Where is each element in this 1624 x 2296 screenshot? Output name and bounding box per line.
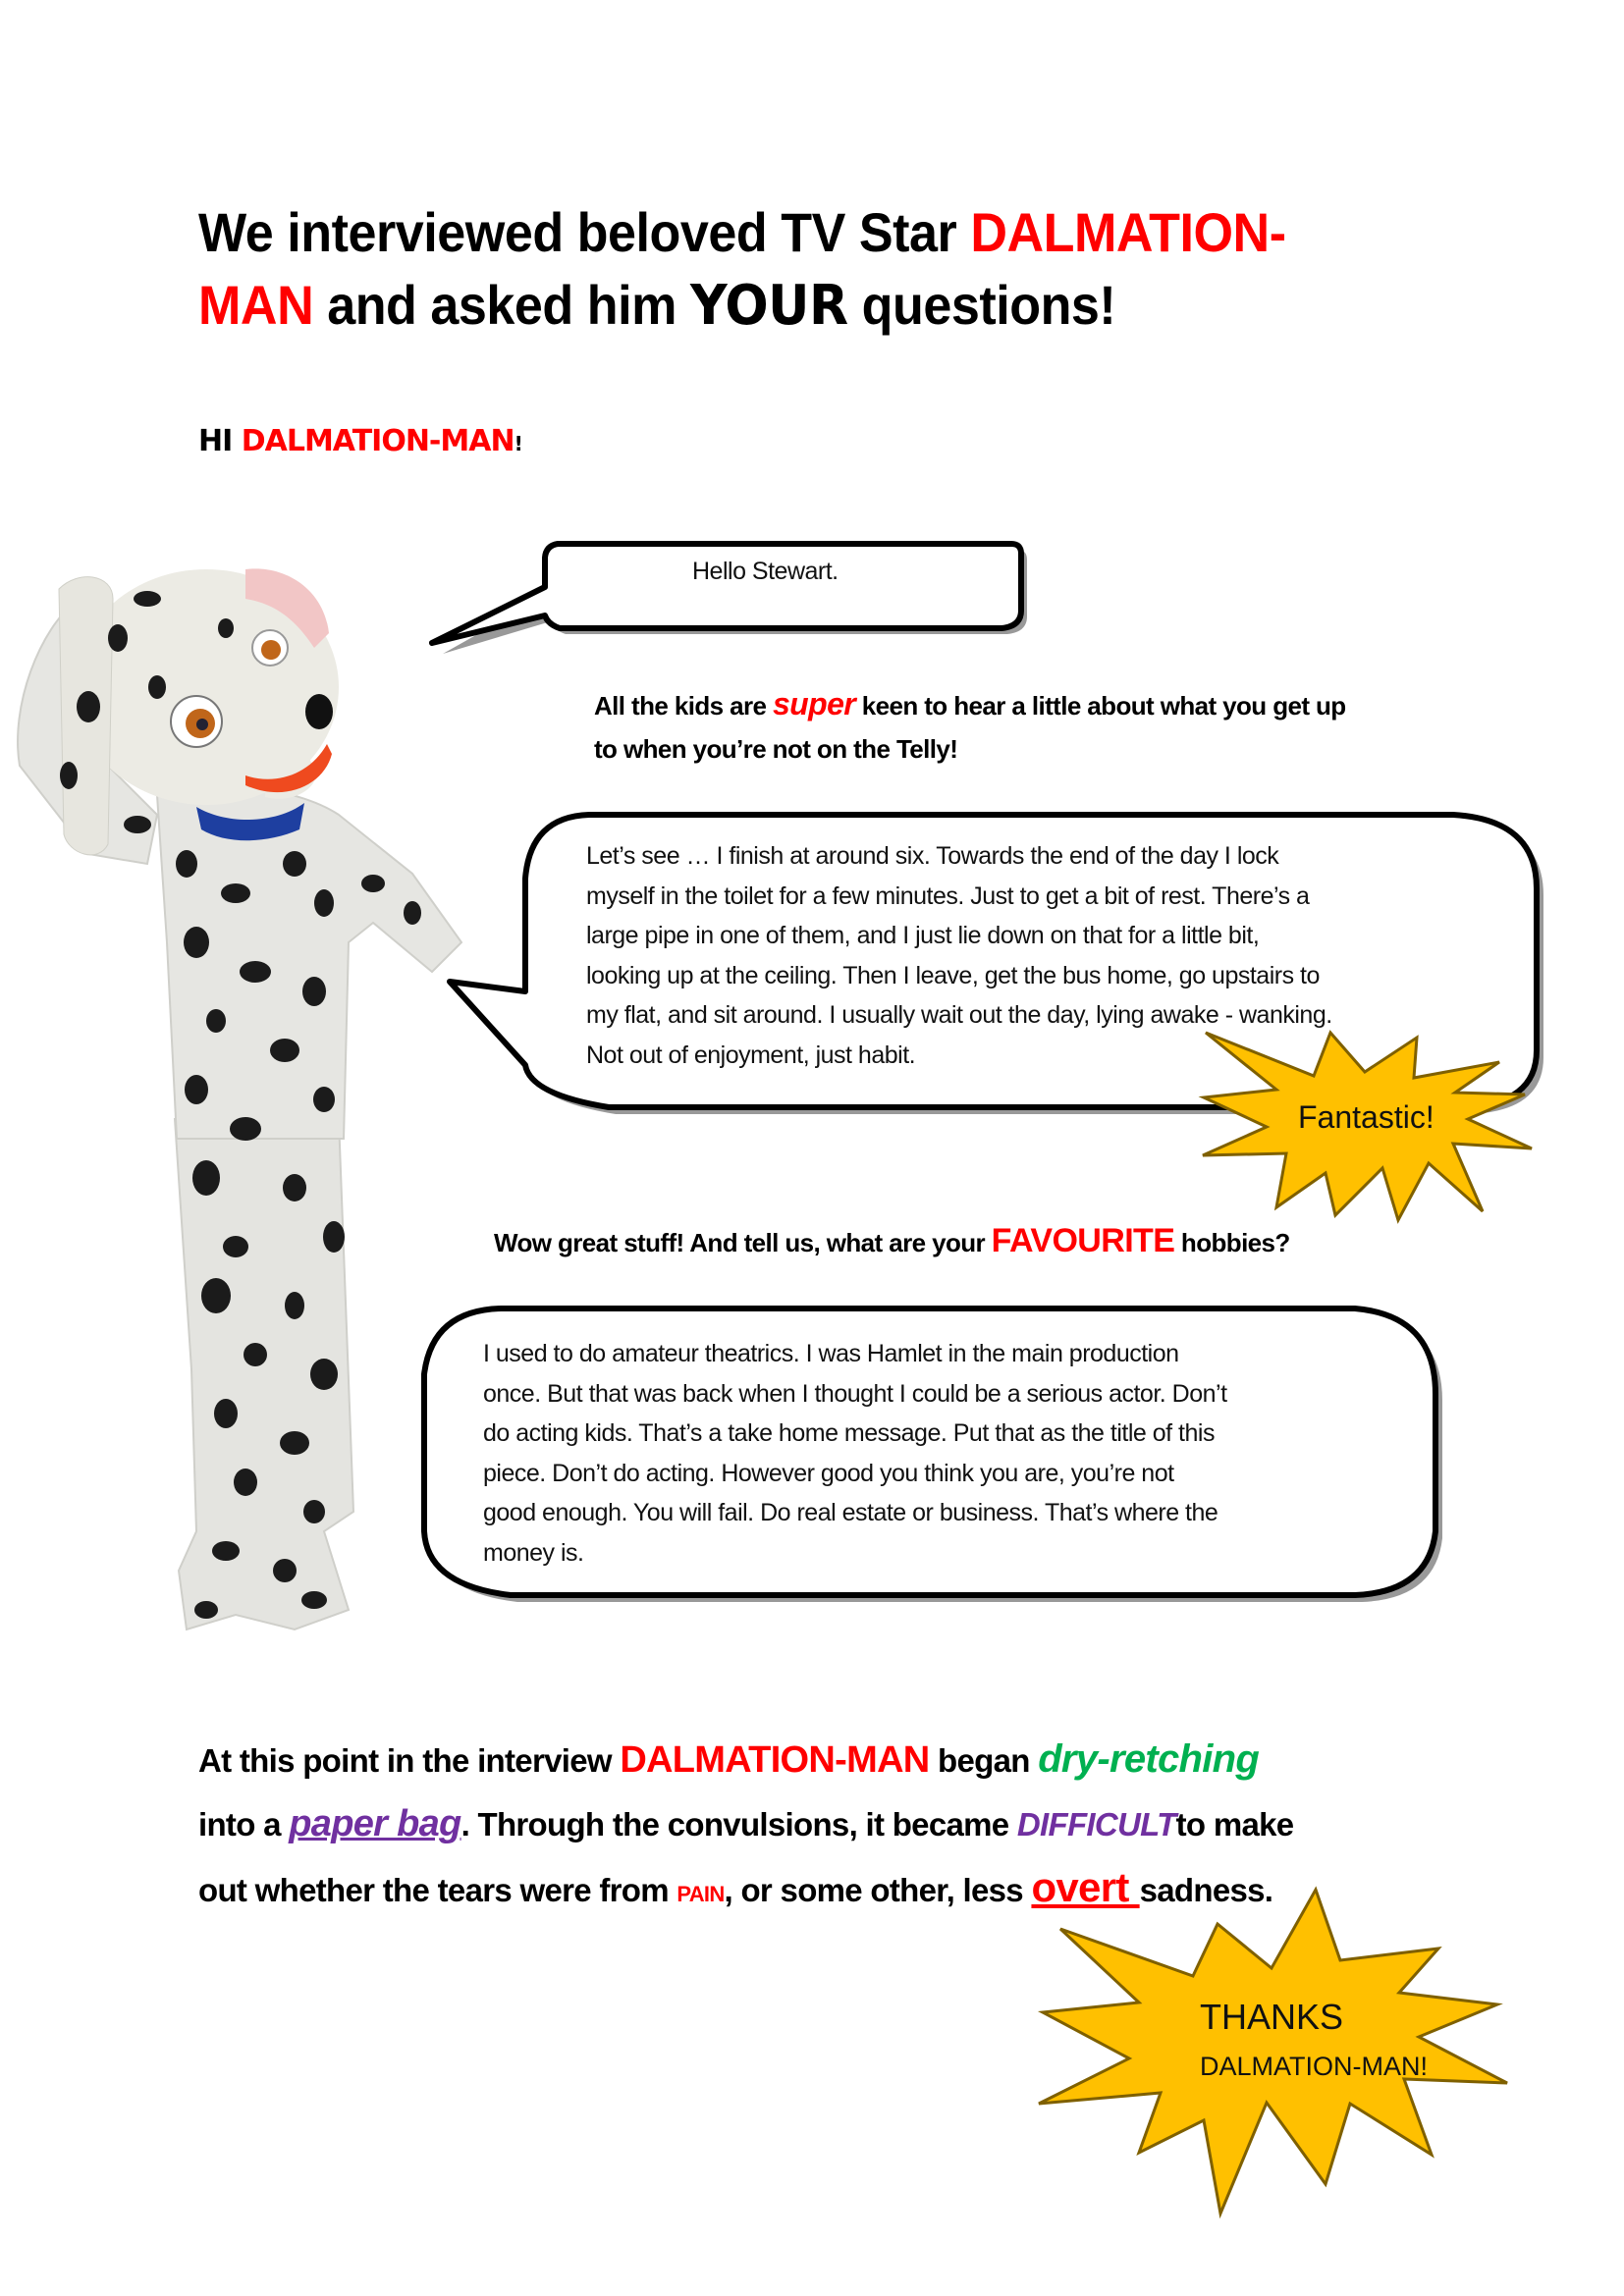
outro-dry-retching: dry-retching: [1038, 1737, 1260, 1781]
outro-pain: PAIN: [677, 1882, 725, 1906]
title-name-highlight: DALMATION-: [970, 201, 1286, 263]
outro-line-1: At this point in the interview DALMATION-MAN began dry-retching: [198, 1737, 1260, 1781]
text-line: looking up at the ceiling. Then I leave, get the bus home, go upstairs to: [586, 961, 1320, 989]
title-name-highlight-2: MAN: [198, 274, 314, 336]
question-2-emphasis: FAVOURITE: [991, 1222, 1175, 1259]
outro-overt: overt: [1031, 1864, 1140, 1910]
greeting-name: DALMATION-MAN: [241, 424, 514, 458]
outro-paragraph: [198, 1728, 1475, 1926]
text-line: large pipe in one of them, and I just lie down on that for a little bit,: [586, 922, 1260, 949]
text-line: once. But that was back when I thought I could be a serious actor. Don’t: [483, 1379, 1227, 1408]
outro-name: DALMATION-MAN: [620, 1739, 930, 1781]
bubble-hello-text: Hello Stewart.: [692, 558, 839, 585]
outro-line-2: into a paper bag. Through the convulsions, it became DIFFICULTto make: [198, 1803, 1294, 1844]
text-line: I used to do amateur theatrics. I was Hamlet in the main production: [483, 1340, 1179, 1367]
title-line-2: MAN and asked him YOUR questions!: [198, 274, 1116, 338]
starburst-thanks-label: THANKS: [1200, 1997, 1344, 2037]
text-line: Not out of enjoyment, just habit.: [586, 1041, 916, 1069]
text-line: Let’s see … I finish at around six. Towards the end of the day I lock: [586, 842, 1279, 870]
text-line: do acting kids. That’s a take home message. Put that as the title of this: [483, 1419, 1215, 1447]
outro-difficult: DIFFICULT: [1016, 1806, 1176, 1842]
text-line: my flat, and sit around. I usually wait out the day, lying awake - wanking.: [586, 1001, 1332, 1029]
bubble-hobbies-text: [483, 1334, 1426, 1573]
outro-paper-bag: paper bag: [289, 1803, 461, 1844]
question-1-emphasis: super: [772, 686, 856, 721]
starburst-fantastic-label: Fantastic!: [1298, 1099, 1435, 1135]
page-title: [198, 196, 1385, 343]
text-line: myself in the toilet for a few minutes. Just to get a bit of rest. There’s a: [586, 881, 1310, 910]
outro-line-3: out whether the tears were from PAIN, or some other, less overt sadness.: [198, 1864, 1273, 1910]
text-line: money is.: [483, 1538, 584, 1567]
text-line: good enough. You will fail. Do real estate or business. That’s where the: [483, 1499, 1218, 1526]
bubble-routine-text: [586, 836, 1489, 1075]
greeting-heading: HI DALMATION-MAN!: [198, 424, 522, 458]
text-line: piece. Don’t do acting. However good you think you are, you’re not: [483, 1459, 1174, 1487]
title-line-1: We interviewed beloved TV Star DALMATION-: [198, 201, 1286, 263]
title-emphasis: YOUR: [689, 274, 848, 338]
starburst-thanks-sublabel: DALMATION-MAN!: [1200, 2052, 1429, 2081]
question-2: Wow great stuff! And tell us, what are your FAVOURITE hobbies?: [494, 1222, 1290, 1259]
dalmatian-mascot-image: [18, 568, 461, 1629]
question-1: All the kids are super keen to hear a little about what you get up to when you’re not on the Telly!: [594, 686, 1346, 764]
